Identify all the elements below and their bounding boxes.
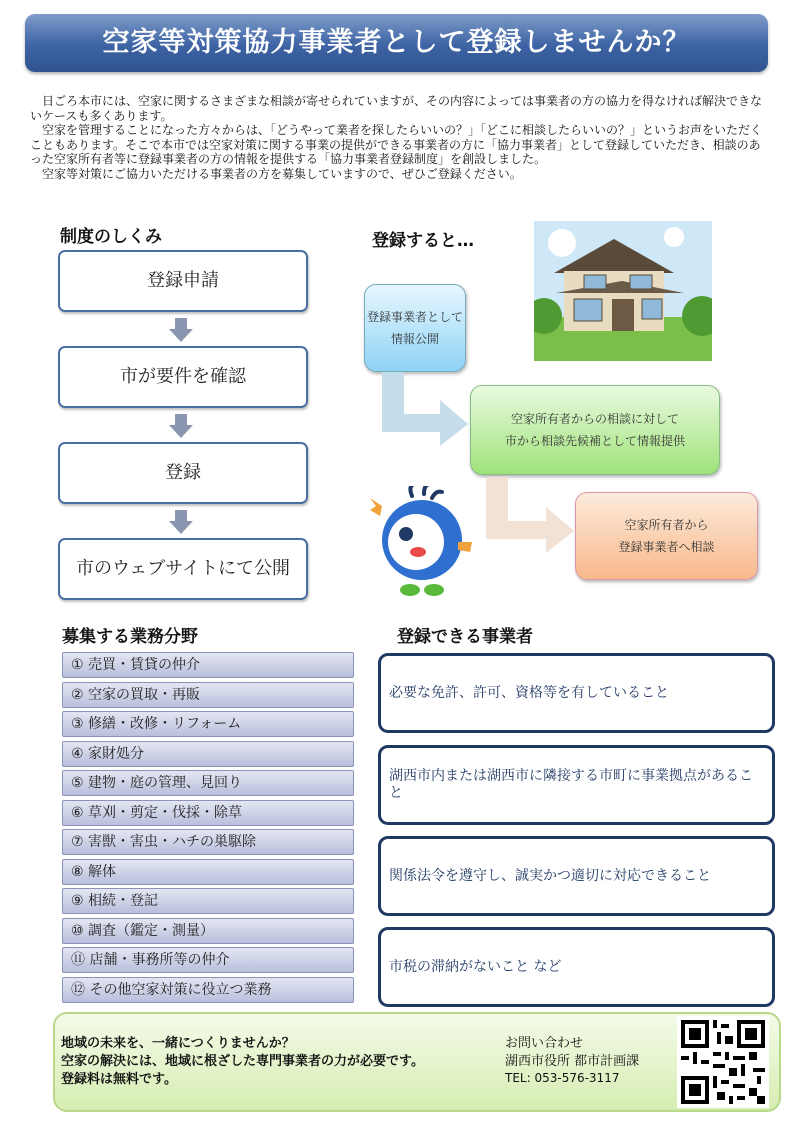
- intro-text: [30, 94, 765, 182]
- bent-arrow-icon: [482, 477, 578, 553]
- field-item: ⑪ 店舗・事務所等の仲介: [62, 947, 354, 973]
- arrow-down-icon: [169, 510, 193, 534]
- footer-line-2: 空家の解決には、地域に根ざした専門事業者の力が必要です。: [61, 1054, 424, 1069]
- bubble-text: 空家所有者からの相談に対して: [510, 412, 679, 426]
- page-title: 空家等対策協力事業者として登録しませんか？: [25, 14, 768, 72]
- field-item: ⑤ 建物・庭の管理、見回り: [62, 770, 354, 796]
- field-item: ⑨ 相続・登記: [62, 888, 354, 914]
- fields-heading: 募集する業務分野: [62, 627, 198, 647]
- footer-line-3: 登録料は無料です。: [61, 1072, 177, 1087]
- eligible-item: [378, 927, 775, 1007]
- footer-box: [53, 1012, 781, 1112]
- qr-code-icon[interactable]: [677, 1016, 769, 1108]
- contact-org: 湖西市役所 都市計画課: [505, 1054, 640, 1069]
- arrow-down-icon: [169, 318, 193, 342]
- bubble-text: 情報公開: [390, 332, 439, 346]
- eligible-heading: 登録できる事業者: [397, 627, 533, 647]
- field-item: ③ 修繕・改修・リフォーム: [62, 711, 354, 737]
- footer-line-1: 地域の未来を、一緒につくりませんか？: [61, 1036, 295, 1051]
- eligible-item: [378, 836, 775, 916]
- eligible-text: 関係法令を遵守し、誠実かつ適切に対応できること: [389, 867, 711, 884]
- field-item: ④ 家財処分: [62, 741, 354, 767]
- bent-arrow-icon: [378, 372, 470, 446]
- contact-label: お問い合わせ: [505, 1036, 584, 1051]
- arrow-down-icon: [169, 414, 193, 438]
- contact-tel: TEL: 053-576-3117: [505, 1071, 620, 1085]
- bubble-text: 市から相談先候補として情報提供: [504, 434, 685, 448]
- flow-step-publish: 市のウェブサイトにて公開: [58, 538, 308, 600]
- house-illustration: [534, 221, 712, 361]
- eligible-text: 必要な免許、許可、資格等を有していること: [389, 684, 669, 701]
- field-item: ⑥ 草刈・剪定・伐採・除草: [62, 800, 354, 826]
- intro-paragraph-3: 空家等対策にご協力いただける事業者の方を募集していますので、ぜひご登録ください。: [42, 166, 522, 181]
- field-item: ⑦ 害獣・害虫・ハチの巣駆除: [62, 829, 354, 855]
- eligible-text: 市税の滞納がないこと など: [389, 958, 562, 975]
- intro-paragraph-2: 空家を管理することになった方々からは、「どうやって業者を探したらいいの？」「どこに相談したらいいの？」というお声をいただくこともあります。そこで本市では空家対策に関する事業の提供ができる事業者の方に「協力事業者」として登録していただき、相談のあった空家所有者等に登録事業者の方の情報を提供する「協力事業者登録制度」を創設しました。: [30, 123, 763, 167]
- eligible-item: [378, 653, 775, 733]
- field-item: ⑧ 解体: [62, 859, 354, 885]
- eligible-item: [378, 745, 775, 825]
- system-heading: 制度のしくみ: [60, 227, 162, 247]
- mascot-illustration: [366, 486, 476, 598]
- after-heading: 登録すると…: [372, 231, 474, 251]
- flow-step-register: 登録: [58, 442, 308, 504]
- info-public-bubble: [364, 284, 466, 372]
- field-item: ⑩ 調査（鑑定・測量）: [62, 918, 354, 944]
- intro-paragraph-1: 日ごろ本市には、空家に関するさまざまな相談が寄せられていますが、その内容によっては事業者の方の協力を得なければ解決できないケースも多くあります。: [30, 94, 763, 123]
- owner-consults-bubble: [575, 492, 758, 580]
- bubble-text: 登録事業者へ相談: [618, 540, 715, 554]
- field-item: ① 売買・賃貸の仲介: [62, 652, 354, 678]
- flow-step-apply: 登録申請: [58, 250, 308, 312]
- eligible-text: 湖西市内または湖西市に隣接する市町に事業拠点があること: [389, 768, 753, 801]
- bubble-text: 登録事業者として: [366, 310, 463, 324]
- field-item: ⑫ その他空家対策に役立つ業務: [62, 977, 354, 1003]
- flow-step-confirm: 市が要件を確認: [58, 346, 308, 408]
- bubble-text: 空家所有者から: [624, 518, 709, 532]
- field-item: ② 空家の買取・再販: [62, 682, 354, 708]
- city-provides-info-bubble: [470, 385, 720, 475]
